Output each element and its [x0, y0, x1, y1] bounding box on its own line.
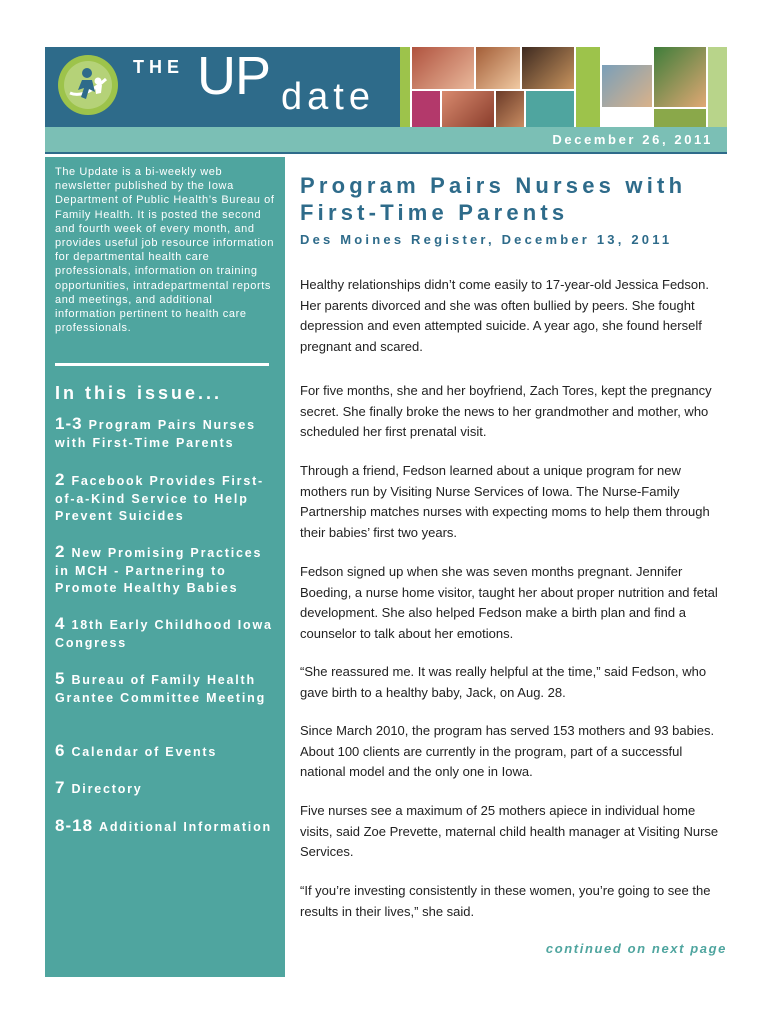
- toc-page-number: 1-3: [55, 414, 83, 433]
- continued-next-page-link[interactable]: continued on next page: [545, 941, 727, 956]
- dateline-bar: [45, 127, 727, 154]
- toc-item[interactable]: [55, 415, 280, 452]
- article-paragraph: Five nurses see a maximum of 25 mothers apiece in individual home visits, said Zoe Prevette, maternal child health manager at Visiting Nurse Services.: [300, 803, 719, 859]
- article-headline: Program Pairs Nurses with First-Time Parents: [300, 173, 687, 225]
- article-paragraph: “She reassured me. It was really helpful at the time,” said Fedson, who gave birth to a healthy baby, Jack, on Aug. 28.: [300, 664, 707, 700]
- toc-title: Program Pairs Nurses with First-Time Parents: [55, 418, 256, 450]
- sidebar-divider: [55, 363, 269, 366]
- color-block-magenta: [412, 91, 440, 127]
- photo-mother-baby: [412, 47, 474, 89]
- masthead-up: UP: [197, 46, 271, 106]
- article-paragraph: Since March 2010, the program has served 153 mothers and 93 babies. About 100 clients are currently in the program, part of a successful national model and the only one in Iowa.: [300, 723, 715, 779]
- masthead-photo-collage: [400, 47, 727, 127]
- toc-page-number: 2: [55, 542, 66, 561]
- toc-title: Directory: [71, 782, 143, 796]
- photo-child: [496, 91, 524, 127]
- color-block-green: [400, 47, 410, 127]
- toc-title: Facebook Provides First-of-a-Kind Service to Help Prevent Suicides: [55, 474, 265, 523]
- masthead-date-word: date: [281, 76, 375, 118]
- article-paragraph: Through a friend, Fedson learned about a unique program for new mothers run by Visiting Nurse Services of Iowa. The Nurse-Family Partnership matches nurses with expecting moms to help them through their babies’ first two years.: [300, 463, 710, 540]
- photo-family-outdoors: [654, 47, 706, 107]
- issue-date: December 26, 2011: [552, 132, 713, 147]
- color-block-teal: [526, 91, 574, 127]
- masthead-the: THE: [133, 57, 184, 77]
- color-block-olive: [654, 109, 706, 127]
- toc-page-number: 5: [55, 669, 66, 688]
- article-paragraph: For five months, she and her boyfriend, Zach Tores, kept the pregnancy secret. She finally broke the news to her grandmother and mother, who scheduled her first prenatal visit.: [300, 383, 712, 439]
- photo-child-portrait: [476, 47, 520, 89]
- toc-item[interactable]: [55, 817, 280, 837]
- toc-title: 18th Early Childhood Iowa Congress: [55, 618, 273, 650]
- article-paragraph: Healthy relationships didn’t come easily to 17-year-old Jessica Fedson. Her parents divorced and she was often bullied by peers. She fought depression and even attempted suicide. A year ago, she found herself pregnant and scared.: [300, 277, 709, 354]
- article-source: Des Moines Register, December 13, 2011: [300, 232, 673, 247]
- toc-page-number: 4: [55, 614, 66, 633]
- masthead-banner: [45, 47, 400, 127]
- in-this-issue-heading: In this issue...: [55, 383, 223, 403]
- toc-title: New Promising Practices in MCH - Partnering to Promote Healthy Babies: [55, 546, 263, 595]
- family-logo-icon: [58, 55, 118, 115]
- toc-page-number: 8-18: [55, 816, 94, 835]
- toc-page-number: 7: [55, 778, 66, 797]
- toc-item[interactable]: [55, 471, 280, 526]
- sidebar: [45, 157, 285, 977]
- toc-title: Bureau of Family Health Grantee Committee Meeting: [55, 673, 267, 705]
- toc-item[interactable]: [55, 742, 280, 762]
- toc-item[interactable]: [55, 779, 280, 799]
- toc-page-number: 2: [55, 470, 66, 489]
- photo-group: [602, 65, 652, 107]
- sidebar-intro: The Update is a bi-weekly web newsletter published by the Iowa Department of Public Health’s Bureau of Family Health. It is posted the second and fourth week of every month, and provides useful job resource information for departmental health care professionals, information on training opportunities, intradepartmental reports and meetings, and additional information pertinent to health care professionals.: [55, 166, 275, 335]
- article-paragraph: Fedson signed up when she was seven months pregnant. Jennifer Boeding, a nurse home visitor, taught her about proper nutrition and fetal development. She also helped Fedson make a birth plan and find a counselor to talk about her emotions.: [300, 564, 718, 641]
- toc-item[interactable]: [55, 670, 280, 707]
- toc-item[interactable]: [55, 615, 280, 652]
- masthead: [45, 47, 727, 127]
- photo-smiling-family: [522, 47, 574, 89]
- article-paragraph: “If you’re investing consistently in these women, you’re going to see the results in their lives,” she said.: [300, 883, 711, 919]
- toc-page-number: 6: [55, 741, 66, 760]
- toc-title: Additional Information: [99, 820, 272, 834]
- toc-title: Calendar of Events: [71, 745, 218, 759]
- toc-item[interactable]: [55, 543, 280, 598]
- photo-baby: [442, 91, 494, 127]
- color-block-green-2: [576, 47, 600, 127]
- color-block-lime: [708, 47, 727, 127]
